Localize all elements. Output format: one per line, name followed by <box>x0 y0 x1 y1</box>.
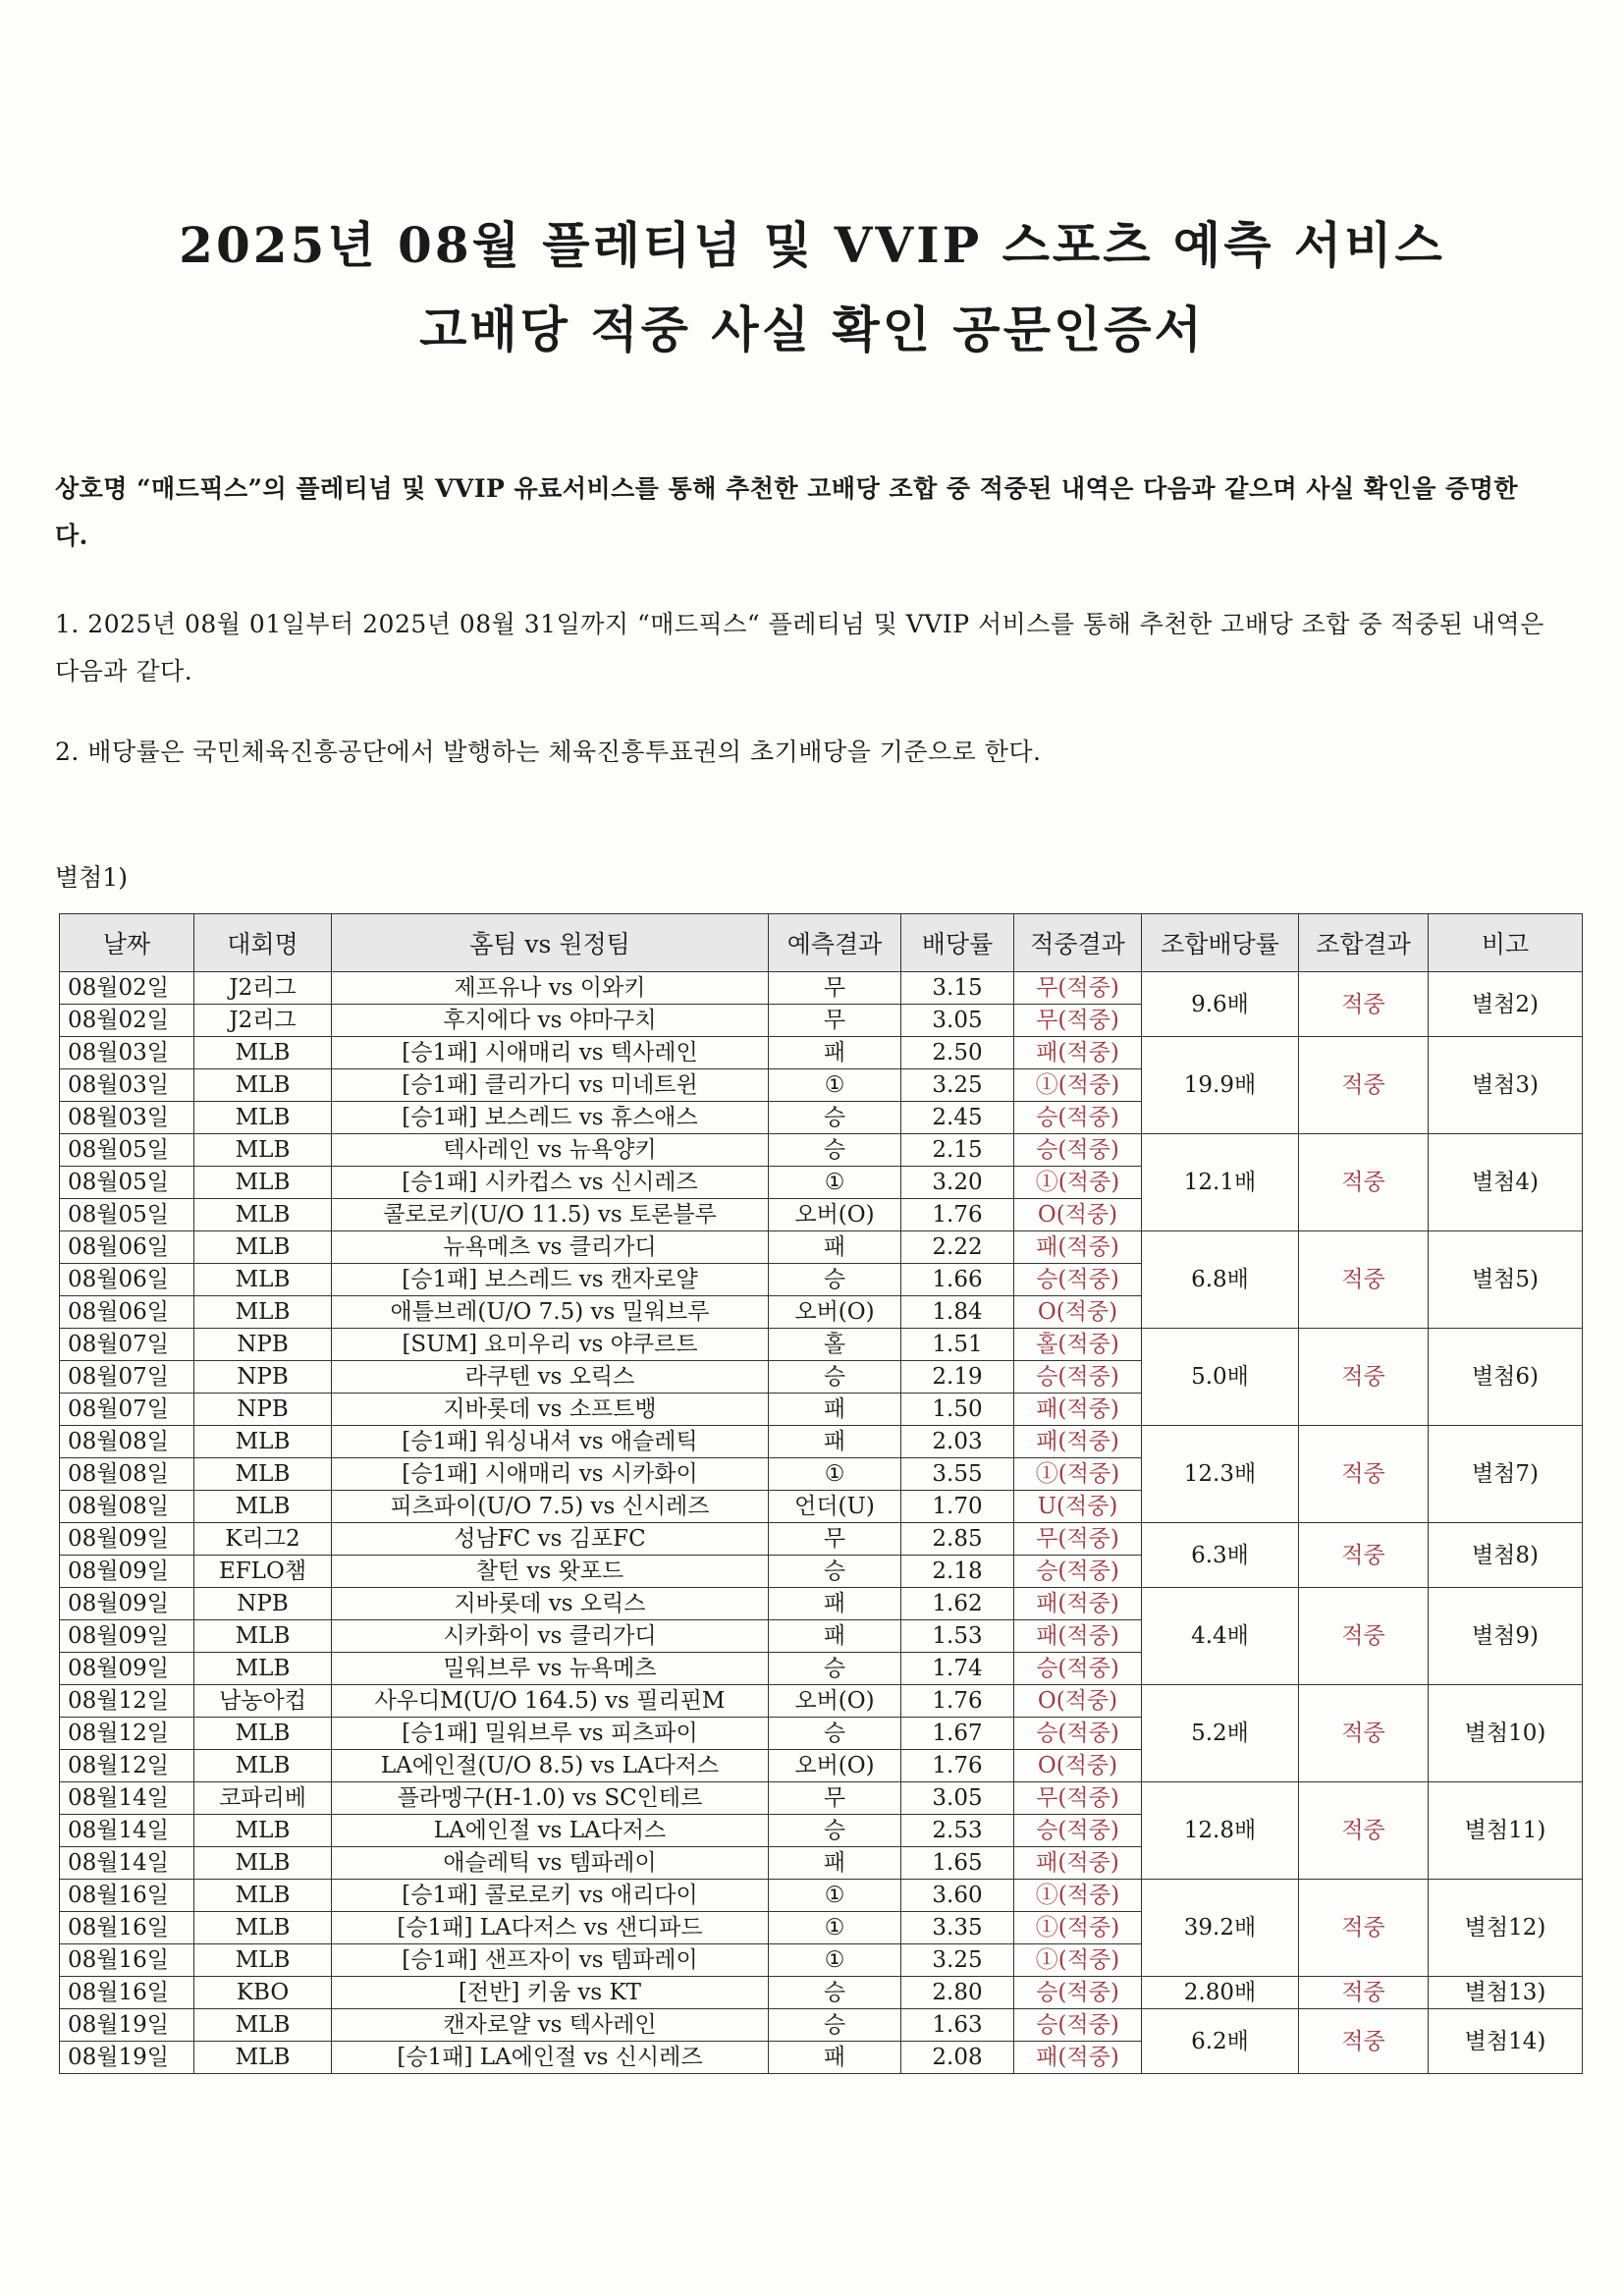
cell-result: ①(적중) <box>1014 1944 1142 1977</box>
cell-odds: 3.15 <box>901 972 1014 1005</box>
cell-match: 사우디M(U/O 164.5) vs 필리핀M <box>332 1685 769 1718</box>
cell-pick: 승 <box>769 1134 901 1167</box>
cell-pick: 패 <box>769 1588 901 1620</box>
cell-odds: 3.25 <box>901 1944 1014 1977</box>
cell-date: 08월08일 <box>60 1491 194 1523</box>
cell-odds: 3.55 <box>901 1458 1014 1491</box>
cell-note: 별첨9) <box>1429 1588 1583 1685</box>
cell-combo-result: 적중 <box>1299 1685 1429 1782</box>
cell-pick: 오버(O) <box>769 1750 901 1782</box>
cell-date: 08월08일 <box>60 1458 194 1491</box>
table-row <box>60 1880 1583 1912</box>
table-row <box>60 1134 1583 1167</box>
cell-match: [승1패] 밀워브루 vs 피츠파이 <box>332 1718 769 1750</box>
cell-pick: 승 <box>769 1718 901 1750</box>
cell-result: 승(적중) <box>1014 1653 1142 1685</box>
results-table-wrapper <box>59 913 1582 2074</box>
cell-league: KBO <box>194 1977 332 2009</box>
cell-match: LA에인절(U/O 8.5) vs LA다저스 <box>332 1750 769 1782</box>
cell-match: 성남FC vs 김포FC <box>332 1523 769 1556</box>
table-row <box>60 1782 1583 1815</box>
cell-odds: 1.76 <box>901 1750 1014 1782</box>
cell-match: 지바롯데 vs 소프트뱅 <box>332 1394 769 1426</box>
header-combo-odds: 조합배당률 <box>1142 914 1299 972</box>
cell-match: [승1패] 콜로로키 vs 애리다이 <box>332 1880 769 1912</box>
document-title: 2025년 08월 플레티넘 및 VVIP 스포츠 예측 서비스 <box>179 216 1445 274</box>
cell-note: 별첨2) <box>1429 972 1583 1037</box>
cell-date: 08월02일 <box>60 972 194 1005</box>
cell-league: MLB <box>194 2042 332 2074</box>
cell-combo-result: 적중 <box>1299 1426 1429 1523</box>
cell-combo-result: 적중 <box>1299 1231 1429 1329</box>
cell-league: EFLO챔 <box>194 1556 332 1588</box>
cell-odds: 3.25 <box>901 1069 1014 1102</box>
cell-combo-odds: 4.4배 <box>1142 1588 1299 1685</box>
cell-date: 08월05일 <box>60 1167 194 1199</box>
cell-note: 별첨10) <box>1429 1685 1583 1782</box>
cell-result: 패(적중) <box>1014 1231 1142 1264</box>
cell-date: 08월12일 <box>60 1718 194 1750</box>
cell-date: 08월03일 <box>60 1069 194 1102</box>
cell-league: MLB <box>194 1199 332 1231</box>
header-result: 적중결과 <box>1014 914 1142 972</box>
cell-league: MLB <box>194 1815 332 1847</box>
cell-league: MLB <box>194 1880 332 1912</box>
cell-result: O(적중) <box>1014 1750 1142 1782</box>
cell-league: J2리그 <box>194 972 332 1005</box>
table-row <box>60 2009 1583 2042</box>
cell-pick: 승 <box>769 1556 901 1588</box>
cell-pick: 패 <box>769 1394 901 1426</box>
cell-match: 콜로로키(U/O 11.5) vs 토론블루 <box>332 1199 769 1231</box>
cell-pick: 승 <box>769 1815 901 1847</box>
cell-combo-odds: 5.0배 <box>1142 1329 1299 1426</box>
cell-match: [승1패] 워싱내셔 vs 애슬레틱 <box>332 1426 769 1458</box>
cell-date: 08월07일 <box>60 1329 194 1361</box>
cell-result: 패(적중) <box>1014 1426 1142 1458</box>
cell-result: 승(적중) <box>1014 1718 1142 1750</box>
cell-league: MLB <box>194 1620 332 1653</box>
cell-odds: 3.35 <box>901 1912 1014 1944</box>
header-odds: 배당률 <box>901 914 1014 972</box>
table-row <box>60 1329 1583 1361</box>
cell-pick: ① <box>769 1167 901 1199</box>
cell-match: [전반] 키움 vs KT <box>332 1977 769 2009</box>
table-row <box>60 1231 1583 1264</box>
cell-match: [SUM] 요미우리 vs 야쿠르트 <box>332 1329 769 1361</box>
cell-pick: 무 <box>769 972 901 1005</box>
cell-league: NPB <box>194 1361 332 1394</box>
cell-result: 무(적중) <box>1014 1005 1142 1037</box>
cell-pick: 오버(O) <box>769 1199 901 1231</box>
cell-odds: 1.76 <box>901 1199 1014 1231</box>
cell-odds: 3.05 <box>901 1005 1014 1037</box>
cell-match: [승1패] 시애매리 vs 텍사레인 <box>332 1037 769 1069</box>
cell-league: MLB <box>194 1458 332 1491</box>
cell-odds: 1.51 <box>901 1329 1014 1361</box>
cell-odds: 1.65 <box>901 1847 1014 1880</box>
cell-combo-result: 적중 <box>1299 1134 1429 1231</box>
cell-combo-odds: 12.8배 <box>1142 1782 1299 1880</box>
cell-note: 별첨5) <box>1429 1231 1583 1329</box>
cell-league: MLB <box>194 1264 332 1296</box>
cell-result: 무(적중) <box>1014 972 1142 1005</box>
cell-match: 애틀브레(U/O 7.5) vs 밀워브루 <box>332 1296 769 1329</box>
cell-combo-odds: 9.6배 <box>1142 972 1299 1037</box>
cell-match: 시카화이 vs 클리가디 <box>332 1620 769 1653</box>
cell-result: 패(적중) <box>1014 1620 1142 1653</box>
cell-odds: 1.67 <box>901 1718 1014 1750</box>
cell-date: 08월14일 <box>60 1782 194 1815</box>
cell-pick: 패 <box>769 1620 901 1653</box>
cell-league: 남농아컵 <box>194 1685 332 1718</box>
cell-league: MLB <box>194 1167 332 1199</box>
cell-note: 별첨12) <box>1429 1880 1583 1977</box>
cell-combo-odds: 6.8배 <box>1142 1231 1299 1329</box>
cell-match: 캔자로얄 vs 텍사레인 <box>332 2009 769 2042</box>
cell-match: [승1패] 보스레드 vs 캔자로얄 <box>332 1264 769 1296</box>
cell-league: NPB <box>194 1588 332 1620</box>
cell-pick: 승 <box>769 1977 901 2009</box>
cell-date: 08월16일 <box>60 1944 194 1977</box>
cell-match: [승1패] LA에인절 vs 신시레즈 <box>332 2042 769 2074</box>
cell-odds: 2.22 <box>901 1231 1014 1264</box>
cell-result: 무(적중) <box>1014 1523 1142 1556</box>
cell-match: 피츠파이(U/O 7.5) vs 신시레즈 <box>332 1491 769 1523</box>
cell-odds: 1.70 <box>901 1491 1014 1523</box>
cell-combo-odds: 2.80배 <box>1142 1977 1299 2009</box>
cell-combo-odds: 12.3배 <box>1142 1426 1299 1523</box>
cell-match: 플라멩구(H-1.0) vs SC인테르 <box>332 1782 769 1815</box>
table-row <box>60 1426 1583 1458</box>
cell-pick: 승 <box>769 1102 901 1134</box>
cell-date: 08월09일 <box>60 1523 194 1556</box>
cell-pick: 홀 <box>769 1329 901 1361</box>
cell-odds: 1.62 <box>901 1588 1014 1620</box>
cell-match: [승1패] 시애매리 vs 시카화이 <box>332 1458 769 1491</box>
cell-odds: 1.63 <box>901 2009 1014 2042</box>
cell-league: MLB <box>194 1231 332 1264</box>
cell-match: 찰턴 vs 왓포드 <box>332 1556 769 1588</box>
table-row <box>60 1037 1583 1069</box>
cell-combo-result: 적중 <box>1299 1588 1429 1685</box>
cell-result: ①(적중) <box>1014 1167 1142 1199</box>
cell-date: 08월02일 <box>60 1005 194 1037</box>
intro-paragraph: 상호명 “매드픽스”의 플레티넘 및 VVIP 유료서비스를 통해 추천한 고배당 조합 중 적중된 내역은 다음과 같으며 사실 확인을 증명한다. <box>55 474 1519 550</box>
cell-league: K리그2 <box>194 1523 332 1556</box>
cell-result: 승(적중) <box>1014 1264 1142 1296</box>
cell-combo-result: 적중 <box>1299 1523 1429 1588</box>
cell-combo-result: 적중 <box>1299 1782 1429 1880</box>
cell-result: 승(적중) <box>1014 1556 1142 1588</box>
header-pick: 예측결과 <box>769 914 901 972</box>
cell-result: U(적중) <box>1014 1491 1142 1523</box>
document-subtitle: 고배당 적중 사실 확인 공문인증서 <box>419 301 1205 358</box>
cell-odds: 3.05 <box>901 1782 1014 1815</box>
cell-match: [승1패] 보스레드 vs 휴스애스 <box>332 1102 769 1134</box>
cell-odds: 3.20 <box>901 1167 1014 1199</box>
clause-2: 2. 배당률은 국민체육진흥공단에서 발행하는 체육진흥투표권의 초기배당을 기준으로 한다. <box>55 738 1042 766</box>
cell-match: 텍사레인 vs 뉴욕양키 <box>332 1134 769 1167</box>
cell-league: MLB <box>194 1944 332 1977</box>
cell-odds: 2.80 <box>901 1977 1014 2009</box>
cell-odds: 2.50 <box>901 1037 1014 1069</box>
cell-pick: 무 <box>769 1523 901 1556</box>
cell-league: MLB <box>194 1653 332 1685</box>
cell-pick: ① <box>769 1880 901 1912</box>
cell-pick: 오버(O) <box>769 1296 901 1329</box>
cell-pick: 오버(O) <box>769 1685 901 1718</box>
cell-league: MLB <box>194 2009 332 2042</box>
cell-date: 08월19일 <box>60 2009 194 2042</box>
cell-pick: 패 <box>769 1847 901 1880</box>
cell-date: 08월03일 <box>60 1037 194 1069</box>
cell-result: 패(적중) <box>1014 1588 1142 1620</box>
cell-match: 지바롯데 vs 오릭스 <box>332 1588 769 1620</box>
cell-result: 승(적중) <box>1014 1977 1142 2009</box>
cell-date: 08월16일 <box>60 1977 194 2009</box>
table-body <box>60 972 1583 2074</box>
cell-combo-result: 적중 <box>1299 1880 1429 1977</box>
table-row <box>60 972 1583 1005</box>
cell-odds: 1.66 <box>901 1264 1014 1296</box>
table-row <box>60 1523 1583 1556</box>
cell-odds: 1.74 <box>901 1653 1014 1685</box>
cell-odds: 2.19 <box>901 1361 1014 1394</box>
cell-league: 코파리베 <box>194 1782 332 1815</box>
cell-date: 08월19일 <box>60 2042 194 2074</box>
cell-pick: 승 <box>769 2009 901 2042</box>
cell-pick: 패 <box>769 1426 901 1458</box>
cell-league: MLB <box>194 1750 332 1782</box>
cell-match: 후지에다 vs 야마구치 <box>332 1005 769 1037</box>
cell-date: 08월05일 <box>60 1199 194 1231</box>
cell-combo-result: 적중 <box>1299 1037 1429 1134</box>
cell-combo-result: 적중 <box>1299 1977 1429 2009</box>
cell-combo-odds: 19.9배 <box>1142 1037 1299 1134</box>
table-row <box>60 1977 1583 2009</box>
cell-combo-odds: 6.3배 <box>1142 1523 1299 1588</box>
cell-note: 별첨8) <box>1429 1523 1583 1588</box>
cell-note: 별첨13) <box>1429 1977 1583 2009</box>
cell-result: 패(적중) <box>1014 2042 1142 2074</box>
cell-date: 08월07일 <box>60 1394 194 1426</box>
cell-odds: 2.45 <box>901 1102 1014 1134</box>
table-row <box>60 1588 1583 1620</box>
cell-odds: 2.53 <box>901 1815 1014 1847</box>
cell-date: 08월16일 <box>60 1912 194 1944</box>
cell-note: 별첨11) <box>1429 1782 1583 1880</box>
cell-date: 08월12일 <box>60 1750 194 1782</box>
cell-pick: 패 <box>769 1231 901 1264</box>
cell-match: [승1패] 시카컵스 vs 신시레즈 <box>332 1167 769 1199</box>
cell-match: 뉴욕메츠 vs 클리가디 <box>332 1231 769 1264</box>
cell-league: MLB <box>194 1069 332 1102</box>
cell-result: ①(적중) <box>1014 1458 1142 1491</box>
cell-date: 08월16일 <box>60 1880 194 1912</box>
cell-pick: 무 <box>769 1005 901 1037</box>
cell-pick: 언더(U) <box>769 1491 901 1523</box>
cell-odds: 1.84 <box>901 1296 1014 1329</box>
cell-league: MLB <box>194 1134 332 1167</box>
header-league: 대회명 <box>194 914 332 972</box>
cell-combo-odds: 5.2배 <box>1142 1685 1299 1782</box>
cell-odds: 3.60 <box>901 1880 1014 1912</box>
cell-match: LA에인절 vs LA다저스 <box>332 1815 769 1847</box>
cell-pick: 승 <box>769 1653 901 1685</box>
cell-result: O(적중) <box>1014 1199 1142 1231</box>
cell-combo-result: 적중 <box>1299 1329 1429 1426</box>
cell-date: 08월03일 <box>60 1102 194 1134</box>
cell-match: 제프유나 vs 이와키 <box>332 972 769 1005</box>
cell-result: 승(적중) <box>1014 1361 1142 1394</box>
cell-date: 08월09일 <box>60 1653 194 1685</box>
cell-result: 무(적중) <box>1014 1782 1142 1815</box>
cell-combo-odds: 6.2배 <box>1142 2009 1299 2074</box>
cell-odds: 1.53 <box>901 1620 1014 1653</box>
cell-note: 별첨7) <box>1429 1426 1583 1523</box>
header-date: 날짜 <box>60 914 194 972</box>
cell-pick: 승 <box>769 1264 901 1296</box>
cell-date: 08월05일 <box>60 1134 194 1167</box>
cell-date: 08월09일 <box>60 1588 194 1620</box>
cell-league: MLB <box>194 1296 332 1329</box>
cell-result: O(적중) <box>1014 1685 1142 1718</box>
cell-date: 08월06일 <box>60 1264 194 1296</box>
cell-league: MLB <box>194 1847 332 1880</box>
cell-pick: 승 <box>769 1361 901 1394</box>
header-combo-result: 조합결과 <box>1299 914 1429 972</box>
cell-pick: 무 <box>769 1782 901 1815</box>
cell-league: MLB <box>194 1912 332 1944</box>
attachment-label: 별첨1) <box>55 863 128 892</box>
cell-note: 별첨14) <box>1429 2009 1583 2074</box>
cell-date: 08월14일 <box>60 1815 194 1847</box>
cell-league: MLB <box>194 1491 332 1523</box>
cell-match: 밀워브루 vs 뉴욕메츠 <box>332 1653 769 1685</box>
cell-result: O(적중) <box>1014 1296 1142 1329</box>
cell-odds: 2.18 <box>901 1556 1014 1588</box>
cell-result: ①(적중) <box>1014 1069 1142 1102</box>
cell-league: MLB <box>194 1102 332 1134</box>
table-row <box>60 1685 1583 1718</box>
cell-pick: ① <box>769 1944 901 1977</box>
header-match: 홈팀 vs 원정팀 <box>332 914 769 972</box>
cell-league: NPB <box>194 1329 332 1361</box>
cell-league: MLB <box>194 1426 332 1458</box>
cell-pick: 패 <box>769 2042 901 2074</box>
cell-result: 승(적중) <box>1014 2009 1142 2042</box>
table-header-row <box>60 914 1583 972</box>
cell-combo-result: 적중 <box>1299 972 1429 1037</box>
cell-result: 승(적중) <box>1014 1134 1142 1167</box>
cell-match: [승1패] 클리가디 vs 미네트윈 <box>332 1069 769 1102</box>
cell-note: 별첨3) <box>1429 1037 1583 1134</box>
cell-league: J2리그 <box>194 1005 332 1037</box>
cell-date: 08월09일 <box>60 1620 194 1653</box>
cell-pick: ① <box>769 1069 901 1102</box>
cell-date: 08월07일 <box>60 1361 194 1394</box>
cell-combo-odds: 39.2배 <box>1142 1880 1299 1977</box>
cell-note: 별첨6) <box>1429 1329 1583 1426</box>
cell-odds: 1.76 <box>901 1685 1014 1718</box>
cell-league: NPB <box>194 1394 332 1426</box>
cell-pick: ① <box>769 1912 901 1944</box>
cell-match: [승1패] LA다저스 vs 샌디파드 <box>332 1912 769 1944</box>
cell-odds: 2.03 <box>901 1426 1014 1458</box>
header-note: 비고 <box>1429 914 1583 972</box>
cell-date: 08월12일 <box>60 1685 194 1718</box>
cell-result: 패(적중) <box>1014 1037 1142 1069</box>
cell-league: MLB <box>194 1037 332 1069</box>
cell-combo-result: 적중 <box>1299 2009 1429 2074</box>
cell-match: [승1패] 샌프자이 vs 템파레이 <box>332 1944 769 1977</box>
cell-result: ①(적중) <box>1014 1880 1142 1912</box>
clause-1: 1. 2025년 08월 01일부터 2025년 08월 31일까지 “매드픽스“ 플레티넘 및 VVIP 서비스를 통해 추천한 고배당 조합 중 적중된 내역은 다음과 같다. <box>55 610 1544 685</box>
cell-date: 08월09일 <box>60 1556 194 1588</box>
cell-match: 애슬레틱 vs 템파레이 <box>332 1847 769 1880</box>
cell-date: 08월06일 <box>60 1296 194 1329</box>
cell-pick: ① <box>769 1458 901 1491</box>
cell-result: 패(적중) <box>1014 1394 1142 1426</box>
cell-date: 08월14일 <box>60 1847 194 1880</box>
cell-odds: 2.85 <box>901 1523 1014 1556</box>
cell-result: 승(적중) <box>1014 1102 1142 1134</box>
cell-league: MLB <box>194 1718 332 1750</box>
cell-odds: 1.50 <box>901 1394 1014 1426</box>
cell-combo-odds: 12.1배 <box>1142 1134 1299 1231</box>
cell-match: 라쿠텐 vs 오릭스 <box>332 1361 769 1394</box>
cell-note: 별첨4) <box>1429 1134 1583 1231</box>
cell-odds: 2.08 <box>901 2042 1014 2074</box>
cell-pick: 패 <box>769 1037 901 1069</box>
results-table <box>59 913 1583 2074</box>
cell-result: 패(적중) <box>1014 1847 1142 1880</box>
cell-odds: 2.15 <box>901 1134 1014 1167</box>
cell-result: ①(적중) <box>1014 1912 1142 1944</box>
cell-date: 08월08일 <box>60 1426 194 1458</box>
cell-result: 승(적중) <box>1014 1815 1142 1847</box>
cell-result: 홀(적중) <box>1014 1329 1142 1361</box>
cell-date: 08월06일 <box>60 1231 194 1264</box>
